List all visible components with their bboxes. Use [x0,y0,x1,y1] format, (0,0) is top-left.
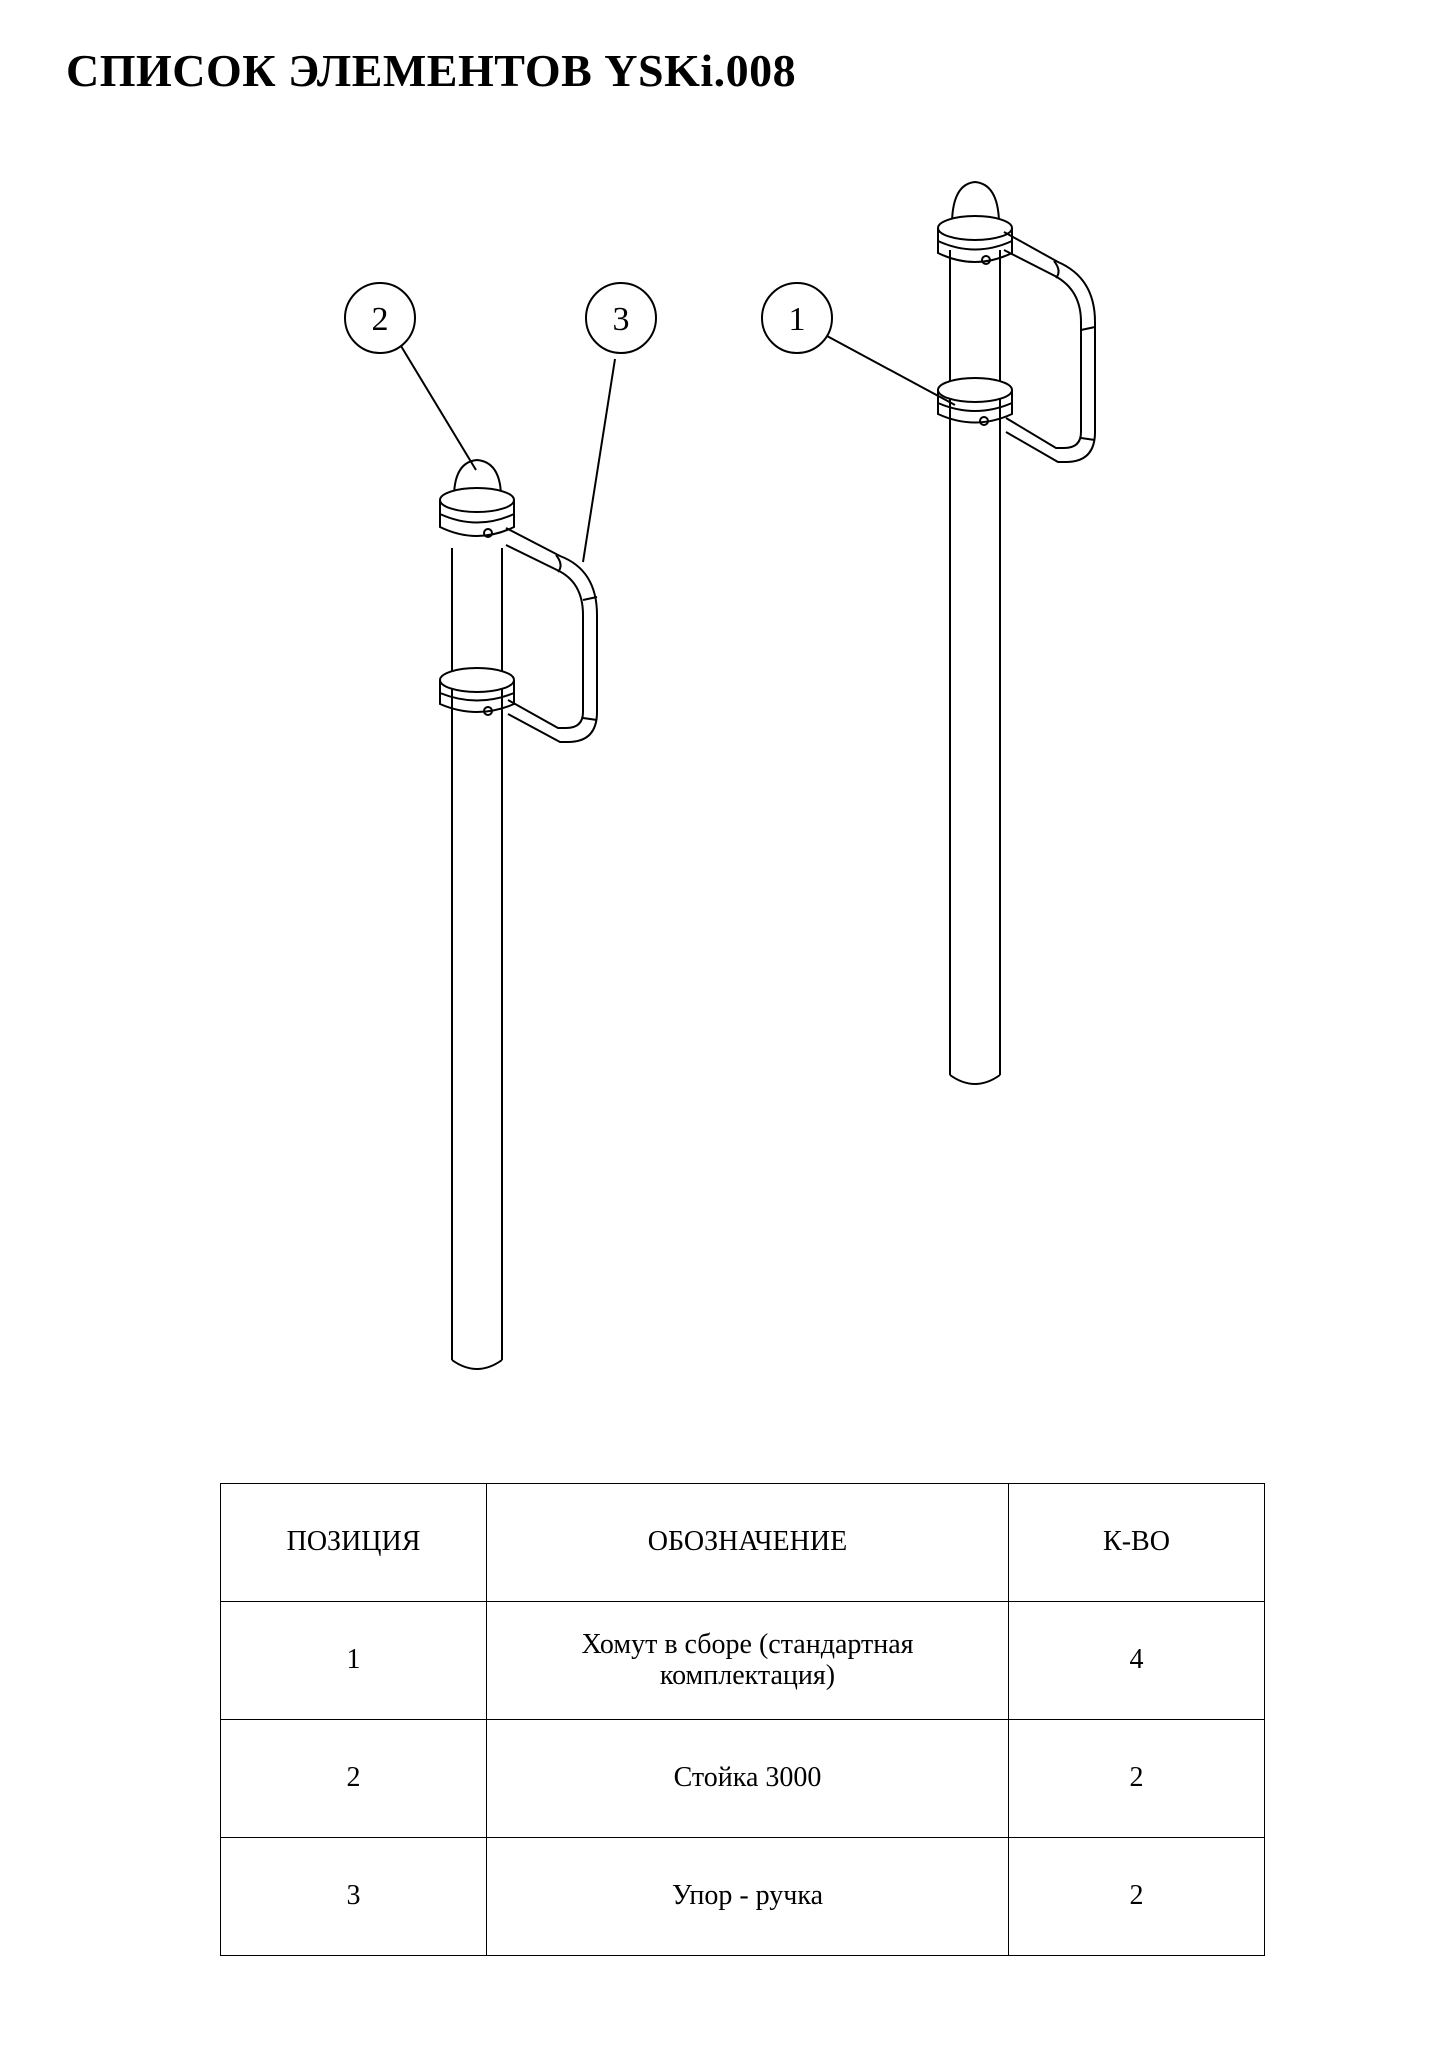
cell-designation: Хомут в сборе (стандартная комплектация) [487,1602,1009,1720]
cell-position: 1 [221,1602,487,1720]
cell-position: 3 [221,1838,487,1956]
table-row [221,1602,1265,1720]
cell-position: 2 [221,1720,487,1838]
header-quantity: К-ВО [1009,1484,1265,1602]
table-row [221,1720,1265,1838]
header-designation: ОБОЗНАЧЕНИЕ [487,1484,1009,1602]
cell-quantity: 2 [1009,1720,1265,1838]
callout-label: 1 [788,301,806,338]
callout-2 [345,283,415,353]
table-header-row [221,1484,1265,1602]
table-row [221,1838,1265,1956]
header-position: ПОЗИЦИЯ [221,1484,487,1602]
callout-1 [762,283,832,353]
page-title: СПИСОК ЭЛЕМЕНТОВ YSKi.008 [66,45,797,96]
left-post-assembly [401,346,615,1369]
parts-table [220,1483,1265,1956]
right-post-assembly [827,182,1095,1084]
cell-designation: Стойка 3000 [487,1720,1009,1838]
callout-label: 2 [371,301,389,338]
cell-quantity: 4 [1009,1602,1265,1720]
cell-designation: Упор - ручка [487,1838,1009,1956]
callout-label: 3 [612,301,630,338]
cell-quantity: 2 [1009,1838,1265,1956]
callout-3 [586,283,656,353]
